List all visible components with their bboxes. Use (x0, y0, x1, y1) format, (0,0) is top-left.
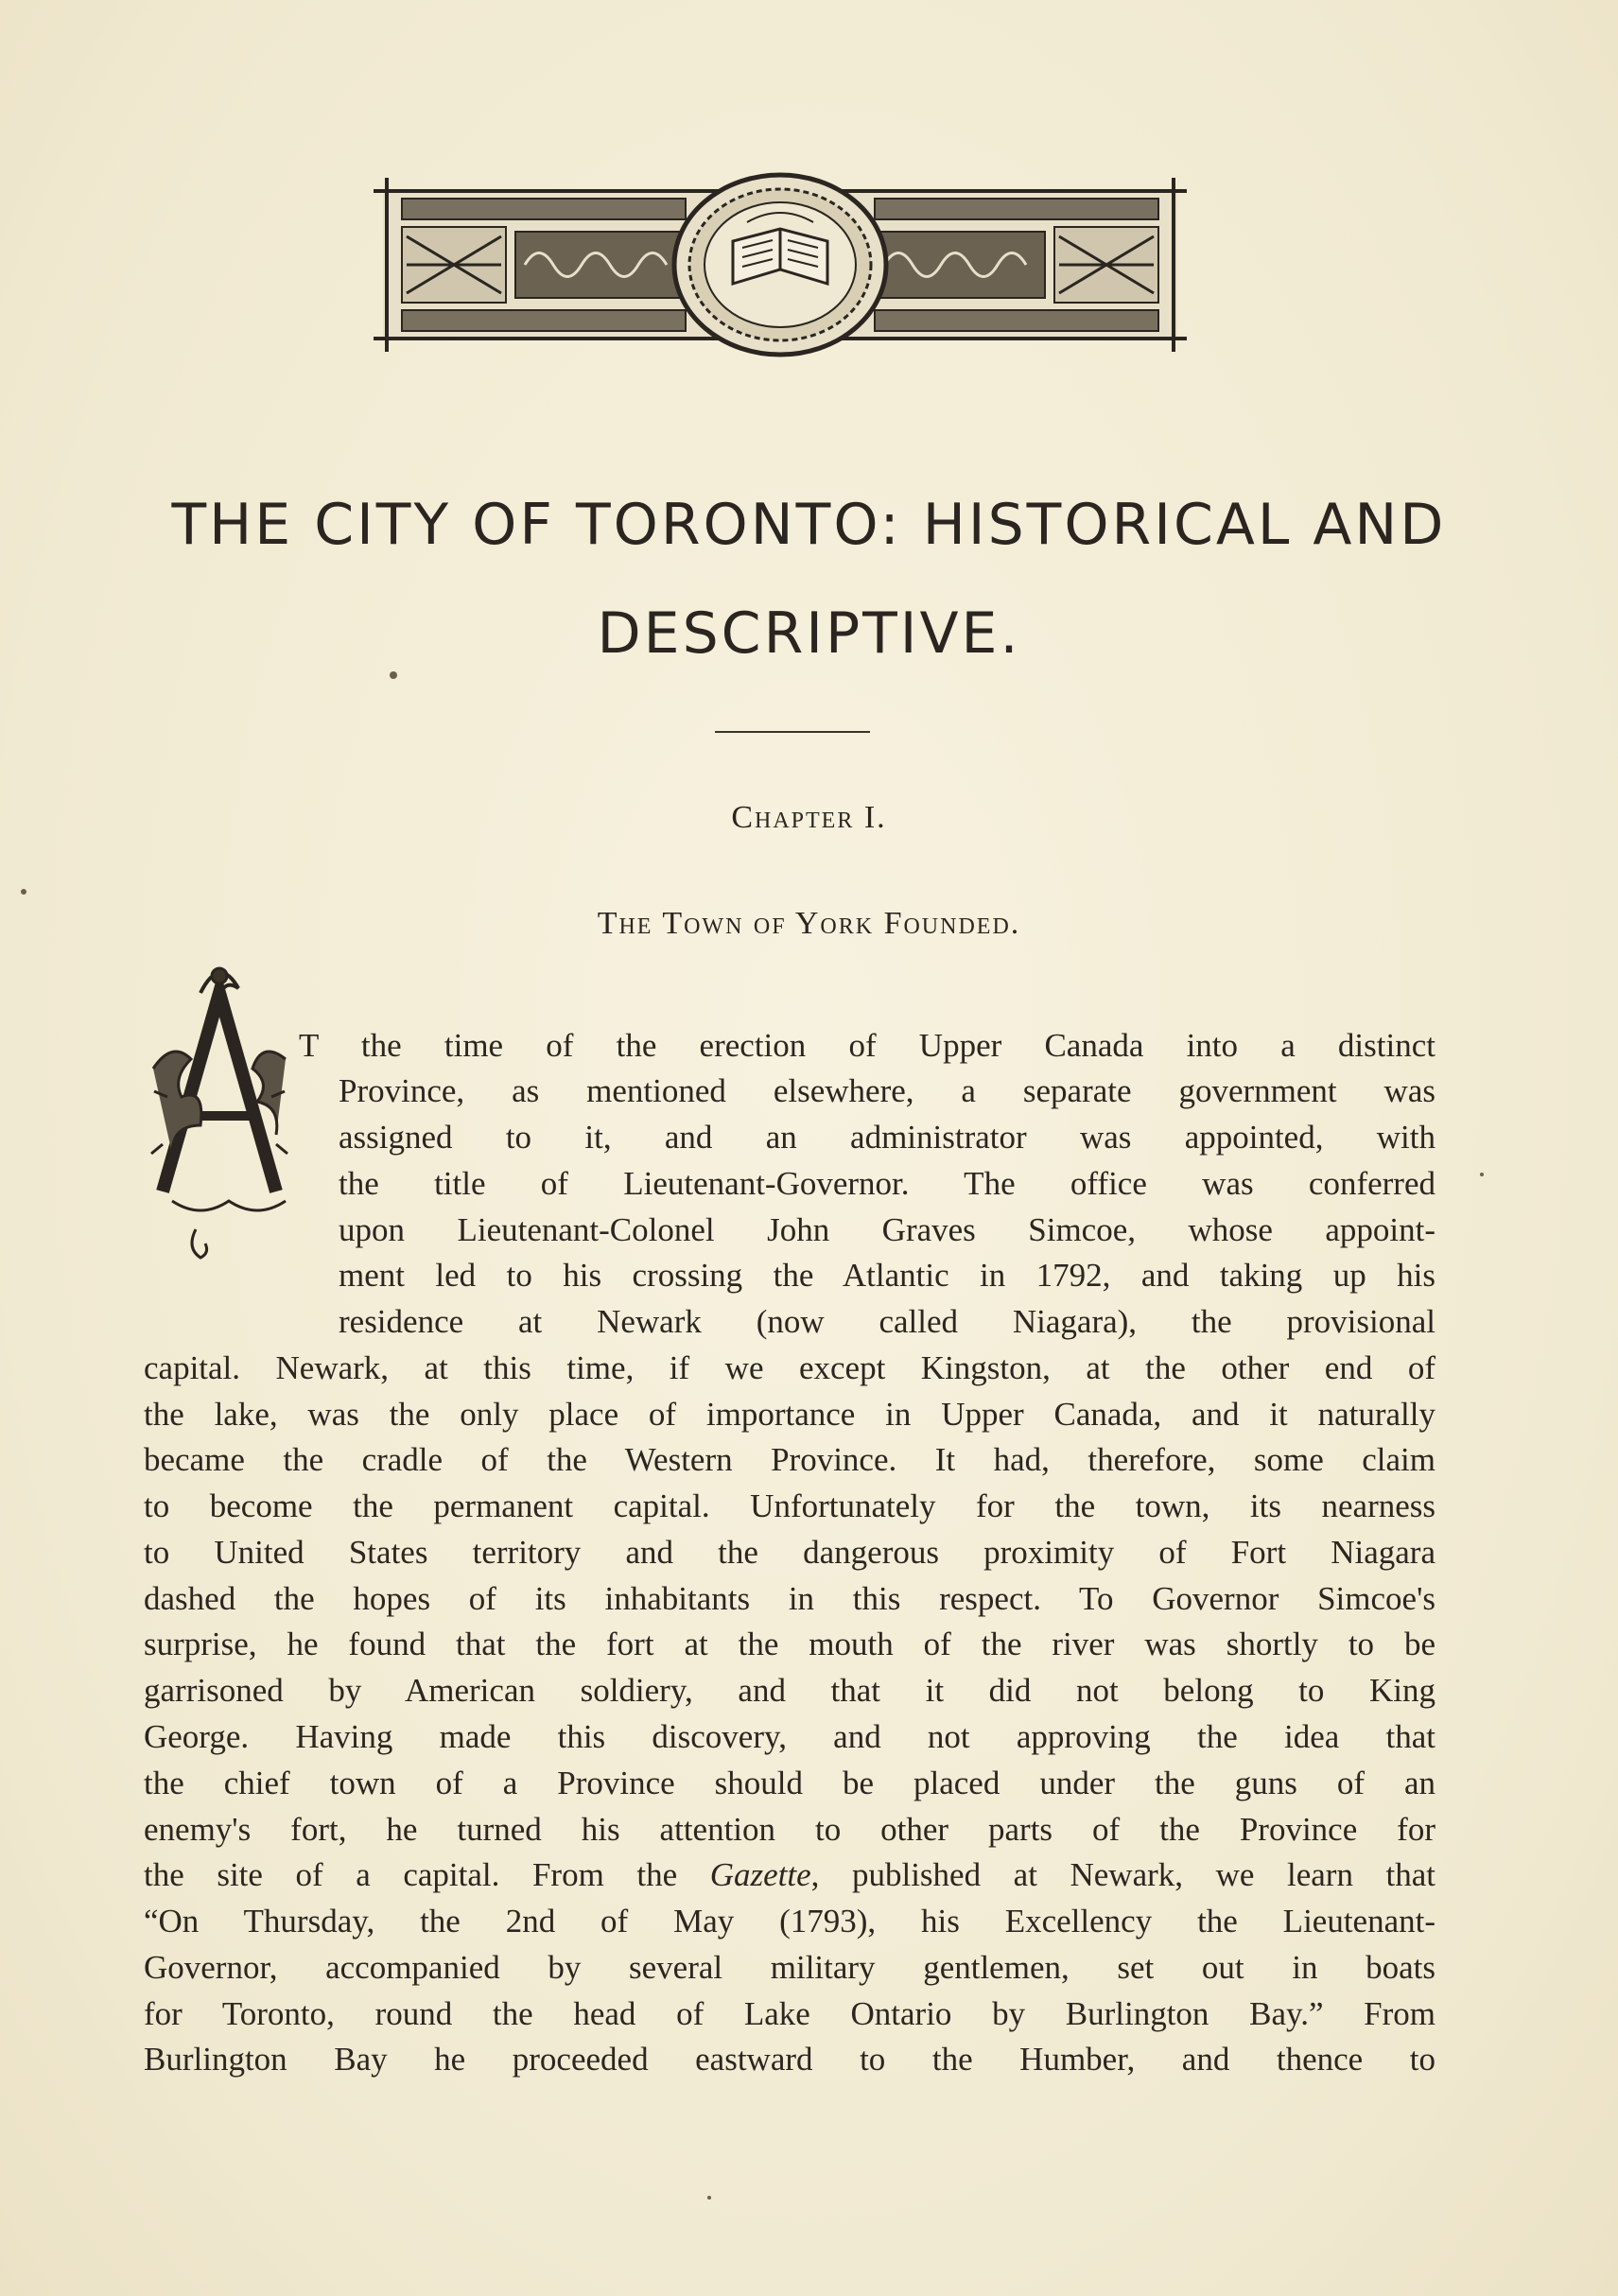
body-line: the lake, was the only place of importance in Upper Canada, and it naturally (144, 1396, 1435, 1433)
body-line: “On Thursday, the 2nd of May (1793), his Excellency the Lieutenant- (144, 1903, 1435, 1939)
body-line: dashed the hopes of its inhabitants in this respect. To Governor Simcoe's (144, 1580, 1435, 1617)
gazette-before: the site of a capital. From the (144, 1856, 710, 1893)
chapter-heading: Chapter I. (731, 800, 887, 835)
paper-speck (390, 671, 397, 679)
gazette-italic: Gazette (709, 1856, 811, 1893)
chapter-title: The Town of York Founded. (597, 906, 1021, 941)
body-line: Governor, accompanied by several military gentlemen, set out in boats (144, 1949, 1435, 1986)
body-line: garrisoned by American soldiery, and that it did not belong to King (144, 1672, 1435, 1709)
body-line: residence at Newark (now called Niagara), the provisional (339, 1303, 1435, 1340)
body-line: the title of Lieutenant-Governor. The office was conferred (339, 1165, 1435, 1202)
body-line: for Toronto, round the head of Lake Ontario by Burlington Bay.” From (144, 1995, 1435, 2032)
body-line: to United States territory and the dangerous proximity of Fort Niagara (144, 1534, 1435, 1571)
drop-cap-illustration (144, 955, 300, 1267)
paper-speck (21, 889, 26, 895)
body-line: T the time of the erection of Upper Canada into a distinct (299, 1027, 1435, 1064)
page-title-line-1: THE CITY OF TORONTO: HISTORICAL AND (171, 492, 1447, 558)
body-line: became the cradle of the Western Province. It had, therefore, some claim (144, 1441, 1435, 1478)
body-line: Province, as mentioned elsewhere, a separate government was (339, 1072, 1435, 1109)
body-line: upon Lieutenant-Colonel John Graves Simcoe, whose appoint- (339, 1211, 1435, 1248)
title-divider (715, 731, 870, 733)
body-line: the chief town of a Province should be placed under the guns of an (144, 1765, 1435, 1801)
headpiece-ornament (374, 170, 1187, 359)
body-line: capital. Newark, at this time, if we except Kingston, at the other end of (144, 1349, 1435, 1386)
body-line: to become the permanent capital. Unfortunately for the town, its nearness (144, 1487, 1435, 1524)
page-title-line-2: DESCRIPTIVE. (597, 600, 1021, 667)
body-line: Burlington Bay he proceeded eastward to the Humber, and thence to (144, 2041, 1435, 2078)
body-line: surprise, he found that the fort at the mouth of the river was shortly to be (144, 1626, 1435, 1662)
body-line: ment led to his crossing the Atlantic in 1792, and taking up his (339, 1257, 1435, 1294)
body-line-gazette (144, 1852, 1435, 1899)
body-line: assigned to it, and an administrator was appointed, with (339, 1119, 1435, 1156)
body-line: enemy's fort, he turned his attention to other parts of the Province for (144, 1811, 1435, 1848)
paper-speck (1480, 1173, 1484, 1176)
gazette-after: , published at Newark, we learn that (810, 1856, 1435, 1893)
paper-speck (707, 2196, 711, 2200)
body-line: George. Having made this discovery, and not approving the idea that (144, 1718, 1435, 1755)
